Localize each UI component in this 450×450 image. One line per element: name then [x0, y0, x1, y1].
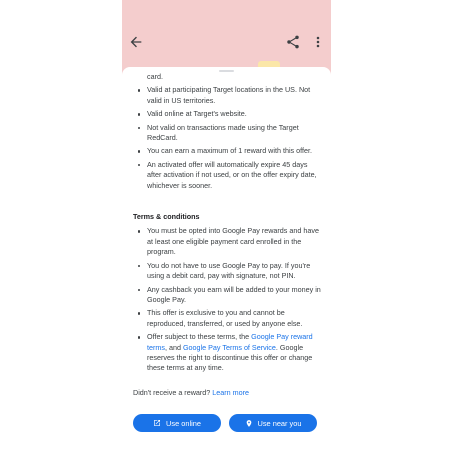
- list-item: Not valid on transactions made using the Target RedCard.: [133, 123, 323, 144]
- top-app-bar: [122, 30, 331, 54]
- bullet-icon: [138, 113, 140, 115]
- share-icon: [285, 34, 301, 50]
- phone-screen: [122, 0, 331, 450]
- more-options-button[interactable]: [312, 34, 324, 50]
- terms-of-service-link[interactable]: Google Pay Terms of Service: [182, 342, 276, 352]
- offer-details-sheet[interactable]: [122, 67, 331, 450]
- location-pin-icon: [245, 419, 253, 428]
- offer-details-list: [133, 85, 323, 191]
- reward-terms-link[interactable]: Google Pay reward terms: [147, 332, 313, 352]
- list-item: You can earn a maximum of 1 reward with this offer.: [133, 146, 323, 156]
- back-button[interactable]: [128, 34, 144, 50]
- bullet-icon: [138, 127, 140, 129]
- partial-list-item: card.: [147, 72, 163, 81]
- use-online-label: Use online: [166, 418, 201, 428]
- open-in-new-icon: [153, 419, 161, 427]
- use-near-you-label: Use near you: [257, 418, 302, 428]
- list-item: Any cashback you earn will be added to your money in Google Pay.: [133, 285, 323, 306]
- list-item: You do not have to use Google Pay to pay. If you're using a debit card, pay with signature, not PIN.: [133, 261, 323, 282]
- bullet-icon: [138, 265, 140, 267]
- list-item: Valid at participating Target locations in the US. Not valid in US territories.: [133, 85, 323, 106]
- bullet-icon: [138, 150, 140, 152]
- list-item: Offer subject to these terms, the Google Pay reward terms, and Google Pay Terms of Service. Google reserves the right to discontinue this offer or change these terms at any time.: [133, 332, 323, 374]
- list-item: This offer is exclusive to you and cannot be reproduced, transferred, or used by anyone else.: [133, 308, 323, 329]
- terms-list: [133, 226, 323, 373]
- bullet-icon: [138, 336, 140, 338]
- bullet-icon: [138, 289, 140, 291]
- arrow-back-icon: [128, 34, 144, 50]
- no-reward-row: [133, 388, 323, 398]
- share-button[interactable]: [285, 34, 301, 50]
- bullet-icon: [138, 164, 140, 166]
- offer-details-content: [133, 72, 323, 398]
- list-item: Valid online at Target's website.: [133, 109, 323, 119]
- more-vert-icon: [312, 34, 324, 50]
- bullet-icon: [138, 89, 140, 91]
- bullet-icon: [138, 230, 140, 232]
- use-online-button[interactable]: [133, 414, 221, 432]
- terms-title: Terms & conditions: [133, 212, 200, 222]
- use-near-you-button[interactable]: [229, 414, 317, 432]
- list-item: You must be opted into Google Pay rewards and have at least one eligible payment card enrolled in the program.: [133, 226, 323, 257]
- list-item: An activated offer will automatically expire 45 days after activation if not used, or on the offer expiry date, whichever is sooner.: [133, 160, 323, 191]
- bullet-icon: [138, 312, 140, 314]
- no-reward-text: Didn't receive a reward?: [133, 387, 211, 397]
- learn-more-link[interactable]: Learn more: [212, 387, 250, 397]
